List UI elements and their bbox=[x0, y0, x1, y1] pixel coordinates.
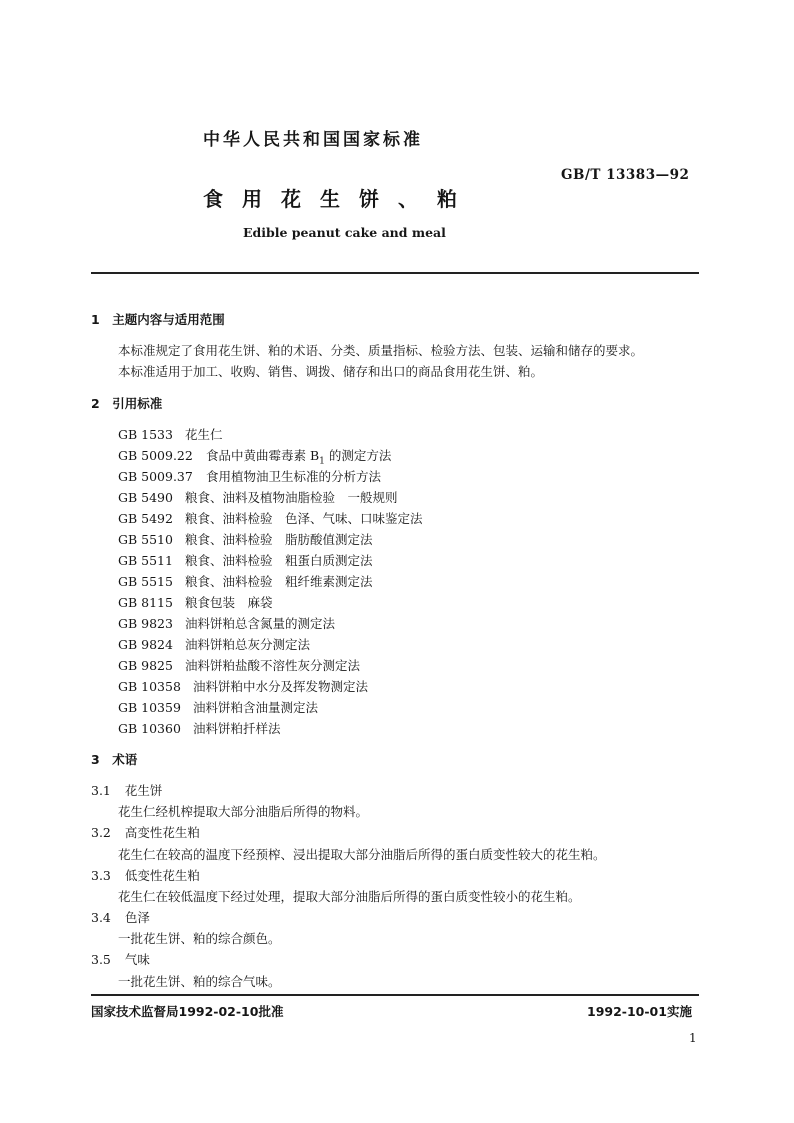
reference-title-text: 食品中黄曲霉毒素 B bbox=[206, 448, 320, 463]
section-3-heading: 3 术语 bbox=[91, 752, 138, 767]
reference-code: GB 9824 bbox=[118, 637, 173, 652]
reference-item bbox=[118, 677, 368, 695]
reference-title-text: 油料饼粕盐酸不溶性灰分测定法 bbox=[185, 658, 361, 673]
term-number: 3.4 bbox=[91, 910, 111, 925]
reference-title bbox=[185, 551, 373, 569]
term-number: 3.5 bbox=[91, 952, 111, 967]
term-number: 3.3 bbox=[91, 868, 111, 883]
page-number: 1 bbox=[689, 1031, 697, 1045]
section-1-paragraph-1: 本标准规定了食用花生饼、粕的术语、分类、质量指标、检验方法、包装、运输和储存的要求。 bbox=[118, 343, 644, 358]
reference-title-text: 粮食、油料检验 脂肪酸值测定法 bbox=[185, 532, 373, 547]
term-3-5-heading bbox=[91, 950, 150, 968]
reference-title-text: 粮食、油料检验 粗纤维素测定法 bbox=[185, 574, 373, 589]
reference-code: GB 5490 bbox=[118, 490, 173, 505]
term-name: 色泽 bbox=[124, 910, 150, 925]
document-title-cn: 食用花生饼、粕 bbox=[203, 187, 476, 211]
term-3-4-heading bbox=[91, 908, 150, 926]
reference-item bbox=[118, 719, 281, 737]
reference-item bbox=[118, 698, 318, 716]
reference-item bbox=[118, 614, 335, 632]
footer-divider bbox=[91, 994, 699, 996]
reference-code: GB 10360 bbox=[118, 721, 181, 736]
reference-code: GB 9825 bbox=[118, 658, 173, 673]
term-3-1-definition: 花生仁经机榨提取大部分油脂后所得的物料。 bbox=[118, 804, 369, 819]
reference-title-text: 油料饼粕中水分及挥发物测定法 bbox=[193, 679, 369, 694]
reference-item bbox=[118, 488, 398, 506]
reference-title-text: 粮食、油料检验 色泽、气味、口味鉴定法 bbox=[185, 511, 423, 526]
reference-item bbox=[118, 593, 273, 611]
reference-code: GB 5009.37 bbox=[118, 469, 193, 484]
reference-title-text: 粮食、油料检验 粗蛋白质测定法 bbox=[185, 553, 373, 568]
standard-number: GB/T 13383—92 bbox=[561, 167, 690, 183]
reference-item bbox=[118, 425, 223, 443]
reference-title bbox=[185, 425, 223, 443]
reference-item bbox=[118, 509, 423, 527]
reference-title-text: 油料饼粕扦样法 bbox=[193, 721, 281, 736]
reference-title-text: 油料饼粕含油量测定法 bbox=[193, 700, 319, 715]
reference-title bbox=[185, 488, 398, 506]
reference-code: GB 5511 bbox=[118, 553, 173, 568]
reference-item bbox=[118, 446, 391, 467]
term-name: 低变性花生粕 bbox=[124, 868, 200, 883]
term-name: 花生饼 bbox=[124, 783, 163, 798]
reference-title-subscript: 1 bbox=[319, 456, 325, 467]
reference-item bbox=[118, 551, 373, 569]
reference-code: GB 1533 bbox=[118, 427, 173, 442]
section-1-paragraph-2: 本标准适用于加工、收购、销售、调拨、储存和出口的商品食用花生饼、粕。 bbox=[118, 364, 544, 379]
header-divider bbox=[91, 272, 699, 274]
implementation-date: 1992-10-01实施 bbox=[587, 1004, 692, 1019]
reference-title bbox=[185, 572, 373, 590]
reference-code: GB 10359 bbox=[118, 700, 181, 715]
term-number: 3.2 bbox=[91, 825, 111, 840]
approval-line: 国家技术监督局1992-02-10批准 bbox=[91, 1004, 284, 1019]
reference-item bbox=[118, 635, 310, 653]
reference-title-text: 油料饼粕总含氮量的测定法 bbox=[185, 616, 336, 631]
term-3-3-heading bbox=[91, 866, 200, 884]
term-3-1-heading bbox=[91, 781, 162, 799]
national-standard-heading: 中华人民共和国国家标准 bbox=[203, 130, 423, 150]
term-3-5-definition: 一批花生饼、粕的综合气味。 bbox=[118, 974, 281, 989]
reference-title bbox=[193, 719, 281, 737]
reference-code: GB 5510 bbox=[118, 532, 173, 547]
reference-code: GB 5515 bbox=[118, 574, 173, 589]
reference-title-text: 油料饼粕总灰分测定法 bbox=[185, 637, 311, 652]
reference-title-text: 花生仁 bbox=[185, 427, 223, 442]
term-3-4-definition: 一批花生饼、粕的综合颜色。 bbox=[118, 931, 281, 946]
reference-title bbox=[206, 446, 391, 467]
reference-item bbox=[118, 467, 381, 485]
reference-code: GB 5009.22 bbox=[118, 448, 193, 463]
reference-title bbox=[185, 656, 360, 674]
reference-title bbox=[185, 509, 423, 527]
term-3-3-definition: 花生仁在较低温度下经过处理，提取大部分油脂后所得的蛋白质变性较小的花生粕。 bbox=[118, 889, 581, 904]
reference-title-text: 食用植物油卫生标准的分析方法 bbox=[206, 469, 382, 484]
reference-item bbox=[118, 572, 373, 590]
reference-title bbox=[185, 593, 273, 611]
reference-title bbox=[193, 677, 368, 695]
reference-title bbox=[185, 530, 373, 548]
reference-code: GB 8115 bbox=[118, 595, 173, 610]
reference-title bbox=[185, 614, 335, 632]
reference-title bbox=[193, 698, 318, 716]
term-3-2-heading bbox=[91, 823, 200, 841]
term-3-2-definition: 花生仁在较高的温度下经预榨、浸出提取大部分油脂后所得的蛋白质变性较大的花生粕。 bbox=[118, 847, 606, 862]
reference-item bbox=[118, 530, 373, 548]
reference-title bbox=[206, 467, 381, 485]
section-1-heading: 1 主题内容与适用范围 bbox=[91, 312, 225, 327]
term-name: 气味 bbox=[124, 952, 150, 967]
reference-code: GB 10358 bbox=[118, 679, 181, 694]
reference-code: GB 9823 bbox=[118, 616, 173, 631]
reference-title-suffix: 的测定方法 bbox=[324, 448, 392, 463]
reference-item bbox=[118, 656, 360, 674]
section-2-heading: 2 引用标准 bbox=[91, 396, 163, 411]
term-number: 3.1 bbox=[91, 783, 111, 798]
reference-title-text: 粮食、油料及植物油脂检验 一般规则 bbox=[185, 490, 398, 505]
reference-title bbox=[185, 635, 310, 653]
term-name: 高变性花生粕 bbox=[124, 825, 200, 840]
reference-title-text: 粮食包装 麻袋 bbox=[185, 595, 273, 610]
document-title-en: Edible peanut cake and meal bbox=[243, 225, 446, 240]
reference-code: GB 5492 bbox=[118, 511, 173, 526]
